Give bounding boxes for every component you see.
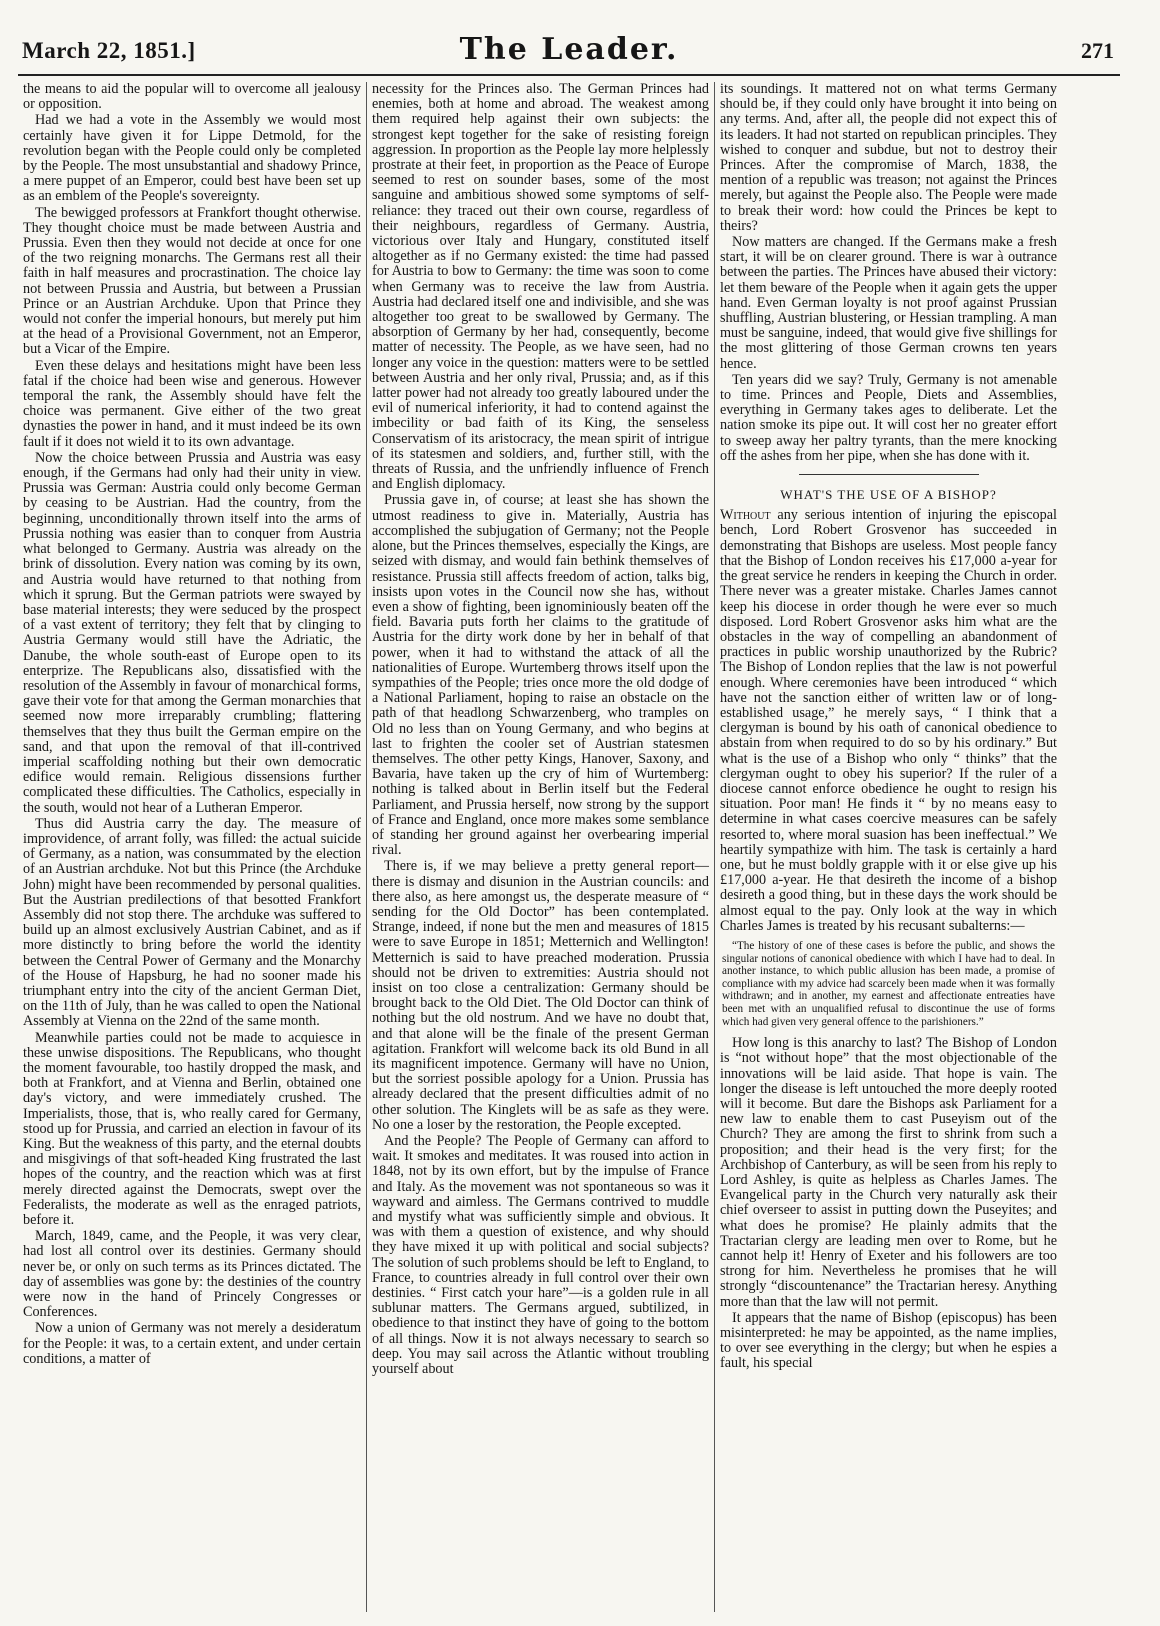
page-header [18, 30, 1120, 76]
article-title: WHAT'S THE USE OF A BISHOP? [780, 487, 997, 503]
column-2 [366, 82, 714, 1612]
quote-text: “The history of one of these cases is before the public, and shows the singular notions of canonical obedience with which I have had to deal. In another instance, to which public allusion has been made, a promise of compliance with my advice had scarcely been made when it was formally withdrawn; and in another, my earnest and affectionate entreaties have been met with an unqualified refusal to discontinue the use of forms which had given very general offence to the parishioners.” [722, 939, 1055, 1028]
paragraph: Had we had a vote in the Assembly we would most certainly have given it for Lippe Detmold, for the revolution began with the People could only be completed by the People. The most unsubstantial and shadowy Prince, a mere puppet of an Emperor, could best have been set up as an emblem of the People's sovereignty. [23, 112, 361, 205]
paragraph: its soundings. It mattered not on what terms Germany should be, if they could only have brought it into being on any terms. And, after all, the people did not expect this of its leaders. It had not started on republican principles. They wished to conquer and subdue, but not to destroy their Princes. After the compromise of March, 1838, the mention of a republic was treason; not against the Princes merely, but against the People also. The People were made to break their word: how could the Princes be kept to theirs? [720, 82, 1057, 234]
column-3 [714, 82, 1062, 1612]
paragraph: How long is this anarchy to last? The Bishop of London is “not without hope” that the most objectionable of the innovations will be laid aside. That hope is vain. The longer the disease is left untouched the more deeply rooted will it become. But dare the Bishops ask Parliament for a new law to enable them to cast Puseyism out of the Church? They are among the first to shrink from such a proposition; and their head is the very first; for the Archbishop of Canterbury, as will be seen from his reply to Lord Ashley, is quite as helpless as Charles James. The Evangelical party in the Church very naturally ask their chief overseer to assist in putting down the Puseyites; and what does he promise? He plainly admits that the Tractarian clergy are leading men over to Rome, but he cannot help it! Henry of Exeter and his followers are too strong for him. Nevertheless he promises that he will strongly “discountenance” the Tractarian heresy. Anything more than that the law will not permit. [720, 1035, 1057, 1310]
text-columns [18, 82, 1120, 1612]
paragraph: Now the choice between Prussia and Austria was easy enough, if the Germans had only had their unity in view. Prussia was German: Austria could only become German by ceasing to be Austrian. Had the country, from the beginning, unconditionally thrown itself into the arms of Prussia nothing was easier than to conquer from Austria what belonged to Germany. Austria was already on the brink of dissolution. Every nation was coming by its own, and Austria would have returned to that nothing from which it sprung. But the German patriots were swayed by base material interests; they were seduced by the prospect of a vast extent of territory; they felt that by clinging to Austria Germany would still have the Adriatic, the Danube, the whole south-east of Europe open to its enterprize. The Republicans also, dissatisfied with the resolution of the Assembly in favour of monarchical forms, gave their vote for that among the German monarchies that seemed now more irreparably crumbling; flattering themselves that they thus built the German empire on the sand, and that upon the removal of that ill-contrived imperial scaffolding nothing but their own democratic edifice would remain. Religious dissensions further complicated these difficulties. The Catholics, especially in the south, would not hear of a Lutheran Emperor. [23, 449, 361, 816]
paragraph: Prussia gave in, of course; at least she has shown the utmost readiness to give in. Materially, Austria has accomplished the subjugation of Germany; not the People alone, but the Princes themselves, especially the Kings, are seized with dismay, and would fain bethink themselves of resistance. Prussia still affects freedom of action, talks big, insists upon votes in the Council now she has, without even a show of fighting, been ignominiously beaten off the field. Bavaria puts forth her claims to the gratitude of Austria for the dirty work done by her in behalf of that power, when it had to withstand the attack of all the nationalities of Europe. Wurtemberg throws itself upon the sympathies of the People; tries once more the old dodge of a National Parliament, hoping to raise an obstacle on the path of that headlong Schwarzenberg, who tramples on Old no less than on Young Germany, and who begins at last to frighten the cooler set of Austrian statesmen themselves. The other petty Kings, Hanover, Saxony, and Bavaria, have taken up the cry of him of Wurtemberg: nothing is talked about in Berlin itself but the Federal Parliament, and Prussia herself, now strong by the support of France and England, once more makes some semblance of standing her ground against her overbearing imperial rival. [372, 492, 709, 859]
article-lead-paragraph [720, 508, 1057, 934]
paragraph: Thus did Austria carry the day. The measure of improvidence, of arrant folly, was filled: the actual suicide of Germany, as a nation, was consummated by the election of an Austrian archduke. Not but this Prince (the Archduke John) might have been recommended by personal qualities. But the Austrian predilections of that besotted Frankfort Assembly did not stop there. The archduke was suffered to build up an almost exclusively Austrian Cabinet, and as if more distinctly to bring before the world the identity between the Central Power of Germany and the Monarchy of the House of Hapsburg, he had no sooner made his triumphant entry into the city of the ancient German Diet, on the 11th of July, than he was called to open the National Assembly at Vienna on the 22nd of the same month. [23, 815, 361, 1030]
paragraph: Even these delays and hesitations might have been less fatal if the choice had been wise and generous. However temporal the rank, the Assembly should have felt the choice was permanent. Give either of the two great dynasties the power in hand, and it must indeed be its own fault if it does not wield it to its own advantage. [23, 357, 361, 450]
masthead: The Leader. [459, 32, 679, 67]
paragraph-text: any serious intention of injuring the episcopal bench, Lord Robert Grosvenor has succeeded in demonstrating that Bishops are useless. Most people fancy that the Bishop of London receives his £17,000 a-year for the great service he renders in keeping the Church in order. There never was a greater mistake. Charles James cannot keep his diocese in order though he were ever so much disposed. Lord Robert Grosvenor asks him what are the obstacles in the way of compelling an abandonment of practices in public worship unauthorized by the Rubric? The Bishop of London replies that the law is not powerful enough. Where ceremonies have been introduced “ which have not the sanction either of written law or of long-established usage,” he merely says, “ I think that a clergyman is bound by his oath of canonical obedience to abstain from when required to do so by his ordinary.” But what is the use of a Bishop who only “ thinks” that the clergyman ought to obey his superior? If the ruler of a diocese cannot enforce obedience he ought to resign his situation. Poor man! He finds it “ by no means easy to determine in what cases coercive measures can be safely resorted to, where moral suasion has been ineffectual.” We heartily sympathize with him. The task is certainly a hard one, but he must boldly grapple with it or else give up his £17,000 a-year. He that desireth the income of a bishop desireth a good thing, but in these days the work should be almost equal to the pay. Only look at the way in which Charles James is treated by his recusant subalterns:— [720, 507, 1057, 934]
lead-word: Without [720, 507, 771, 524]
paragraph: Now matters are changed. If the Germans make a fresh start, it will be on clearer ground. There is war à outrance between the parties. The Princes have abused their victory: let them beware of the People when it again gets the upper hand. Even German loyalty is not proof against Prussian shuffling, Austrian blustering, or Hessian trampling. A man must be sanguine, indeed, that would give five shillings for the most glittering of those German crowns ten years hence. [720, 234, 1057, 372]
paragraph: Now a union of Germany was not merely a desideratum for the People: it was, to a certain extent, and under certain conditions, a matter of [23, 1320, 361, 1367]
column-1 [18, 82, 366, 1612]
paragraph: The bewigged professors at Frankfort thought otherwise. They thought choice must be made between Austria and Prussia. Even then they would not decide at once for one of the two reigning monarchs. The Germans rest all their faith in half measures and procrastination. The choice lay not between Prussia and Austria, but between a Prussian Prince or an Austrian Archduke. Upon that Prince they would not confer the imperial honours, but merely put him at the head of a Provisional Government, not an Emperor, but a Vicar of the Empire. [23, 204, 361, 358]
paragraph: It appears that the name of Bishop (episcopus) has been misinterpreted: he may be appointed, as the name implies, to over see everything in the clergy; but when he espies a fault, his special [720, 1309, 1057, 1372]
paragraph: the means to aid the popular will to overcome all jealousy or opposition. [23, 82, 361, 113]
block-quote [722, 940, 1055, 1028]
paragraph: Ten years did we say? Truly, Germany is not amenable to time. Princes and People, Diets and Assemblies, everything in Germany takes ages to deliberate. Let the nation smoke its pipe out. It will cost her no greater effort to sweep away her paltry tyrants, than the mere knocking off the ashes from her pipe, when she has done with it. [720, 371, 1057, 464]
paragraph: Meanwhile parties could not be made to acquiesce in these unwise dispositions. The Republicans, who thought the moment favourable, too hastily dropped the mask, and both at Frankfort, and at Vienna and Berlin, obtained one day's victory, and were immediately crushed. The Imperialists, those, that is, who really cared for Germany, stood up for Prussia, and carried an election in favour of its King. But the weakness of this party, and the eternal doubts and misgivings of that soft-headed King frustrated the last hopes of the country, and the reaction which was at first merely directed against the Democrats, swept over the Federalists, the moderate as well as the enraged patriots, before it. [23, 1029, 361, 1229]
paragraph: March, 1849, came, and the People, it was very clear, had lost all control over its destinies. Germany should never be, or only on such terms as its Princes dictated. The day of assemblies was gone by: the destinies of the country were now in the hand of Princely Congresses or Conferences. [23, 1228, 361, 1321]
paragraph: necessity for the Princes also. The German Princes had enemies, both at home and abroad. The weakest among them required help against their own subjects: the strongest kept together for the sake of resisting foreign aggression. In proportion as the People lay more helplessly prostrate at their feet, in proportion as the Peace of Europe seemed to rest on sounder bases, some of the most sanguine and ambitious showed some symptoms of self-reliance: they traced out their own course, regardless of their neighbours, regardless of Germany. Austria, victorious over Italy and Hungary, constituted itself altogether as if no Germany existed: the time had passed for Austria to bow to Germany: the time was soon to come when Germany was to receive the law from Austria. Austria had declared itself one and indivisible, and she was altogether too great to be swallowed by Germany. The absorption of Germany by her had, consequently, become matter of necessity. The People, as we have seen, had no longer any voice in the question: matters were to be settled between Austria and her only rival, Prussia; and, as if this latter power had not already too greatly laboured under the evil of numerical inferiority, it had to contend against the imbecility or bad faith of its King, the senseless Conservatism of its aristocracy, the mean spirit of intrigue of its statesmen and soldiers, and, further still, with the threats of Russia, and the unfriendly influence of French and English diplomacy. [372, 82, 709, 493]
section-divider [799, 474, 979, 475]
paragraph: And the People? The People of Germany can afford to wait. It smokes and meditates. It was roused into action in 1848, not by its own effort, but by the impulse of France and Italy. As the movement was not spontaneous so was it wayward and aimless. The Germans contrived to muddle and mystify what was sufficiently simple and obvious. It was with them a question of existence, and why should they have mixed it up with political and social subjects? The solution of such problems should be left to England, to France, to countries already in full control over their own destinies. “ First catch your hare”—is a golden rule in all sublunar matters. The Germans argued, subtilized, in obedience to that instinct they have of going to the bottom of all things. Now it is not always necessary to search so deep. You may sail across the Atlantic without troubling yourself about [372, 1133, 709, 1378]
paragraph: There is, if we may believe a pretty general report—there is dismay and disunion in the Austrian councils: and there also, as here amongst us, the desperate measure of “ sending for the Old Doctor” has been contemplated. Strange, indeed, if none but the men and measures of 1815 were to save Europe in 1851; Metternich and Wellington! Metternich is said to have preached moderation. Prussia should not be driven to extremities: Austria should not insist on too close a centralization: Germany should be brought back to the Old Diet. The Old Doctor can think of nothing but the old nostrum. And we have no doubt that, and that alone will be the finale of the present German agitation. Frankfort will welcome back its old Bund in all its magnificent impotence. Germany will have no Union, but the sorriest possible apology for a Union. Prussia has already declared that the present difficulties admit of no other solution. The Kinglets will be as safe as they were. No one a loser by the restoration, the People excepted. [372, 858, 709, 1133]
issue-date: March 22, 1851.] [22, 38, 196, 63]
page-number: 271 [1081, 38, 1114, 63]
